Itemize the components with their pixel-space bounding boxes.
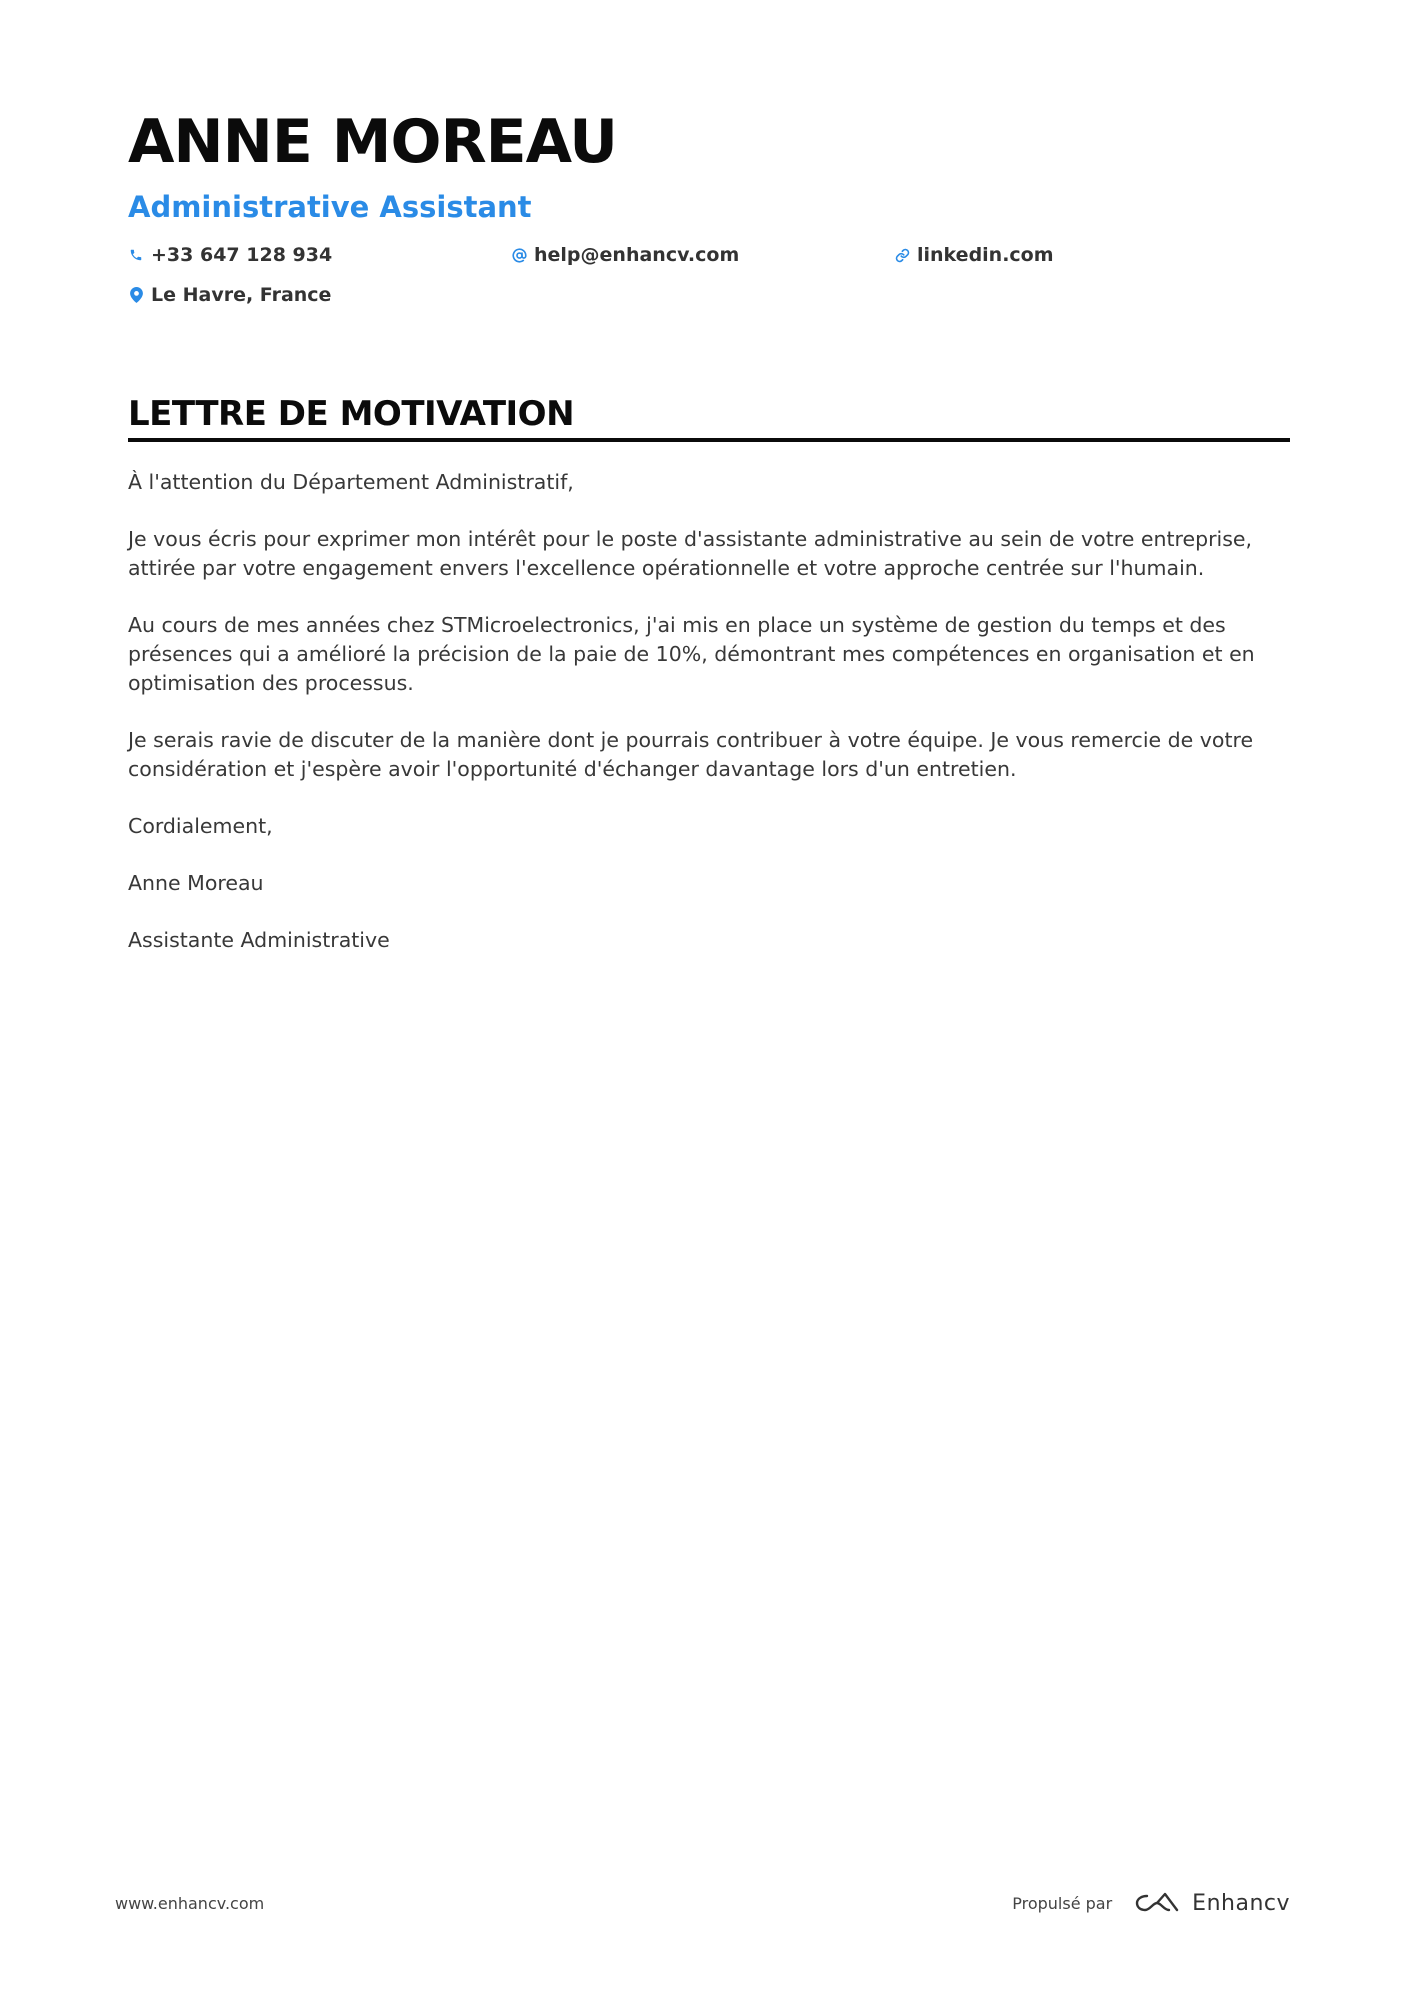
contact-location xyxy=(128,281,331,309)
section-title: LETTRE DE MOTIVATION xyxy=(128,394,575,434)
section-divider xyxy=(128,438,1290,442)
location-text: Le Havre, France xyxy=(151,284,332,306)
footer-website[interactable]: www.enhancv.com xyxy=(115,1894,265,1913)
link-icon xyxy=(894,246,910,264)
letter-paragraph: Je serais ravie de discuter de la manière dont je pourrais contribuer à votre équipe. Je vous remercie de votre considération et j'espère avoir l'opportunité d'échanger davantage lors d'un entretien. xyxy=(128,728,1254,781)
job-title: Administrative Assistant xyxy=(128,190,532,224)
powered-by-label: Propulsé par xyxy=(1012,1893,1113,1913)
brand-name: Enhancv xyxy=(1192,1890,1290,1916)
signature-name: Anne Moreau xyxy=(128,871,264,895)
contact-phone xyxy=(128,241,332,269)
letter-greeting: À l'attention du Département Administratif, xyxy=(128,470,574,494)
contact-link[interactable] xyxy=(894,241,1054,269)
link-text[interactable]: linkedin.com xyxy=(917,244,1054,266)
letter-paragraph: Au cours de mes années chez STMicroelectronics, j'ai mis en place un système de gestion du temps et des présences qui a amélioré la précision de la paie de 10%, démontrant mes compétences en organisation et en optimisation des processus. xyxy=(128,613,1255,695)
letter-body xyxy=(128,468,1290,983)
letter-closing: Cordialement, xyxy=(128,814,273,838)
contact-info xyxy=(128,241,1290,321)
footer-branding[interactable] xyxy=(1012,1890,1290,1916)
letter-paragraph: Je vous écris pour exprimer mon intérêt pour le poste d'assistante administrative au sein de votre entreprise, attirée par votre engagement envers l'excellence opérationnelle et votre approche centrée sur l'humain. xyxy=(128,527,1253,580)
phone-text: +33 647 128 934 xyxy=(151,244,333,266)
candidate-name: ANNE MOREAU xyxy=(128,107,617,177)
location-pin-icon xyxy=(128,286,144,304)
email-text[interactable]: help@enhancv.com xyxy=(534,244,740,266)
at-icon xyxy=(511,246,527,264)
phone-icon xyxy=(128,246,144,264)
contact-email[interactable] xyxy=(511,241,739,269)
enhancv-logo-icon xyxy=(1134,1890,1180,1916)
signature-title: Assistante Administrative xyxy=(128,928,390,952)
